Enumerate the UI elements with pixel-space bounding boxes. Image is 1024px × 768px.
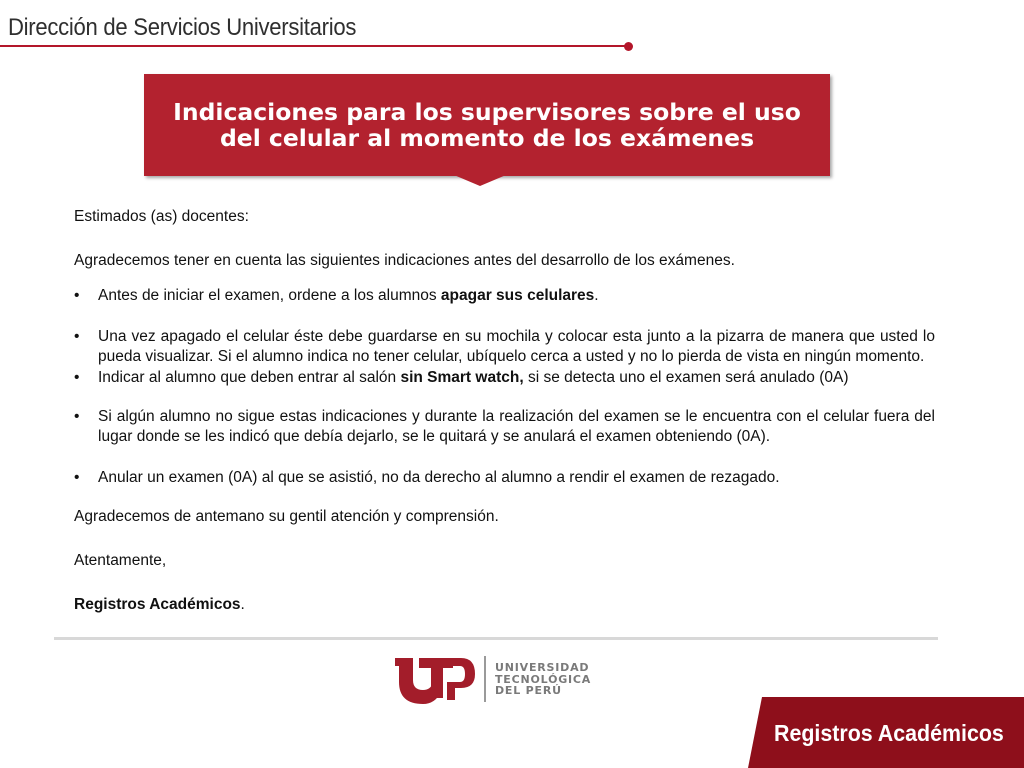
bullet-text: Anular un examen (0A) al que se asistió, no da derecho al alumno a rendir el examen de rezagado. [98, 469, 780, 486]
bullet-dot: • [74, 469, 80, 486]
header-divider-dot [624, 42, 633, 51]
document-body [74, 207, 935, 615]
bullet-text-end: si se detecta uno el examen será anulado (0A) [523, 369, 849, 386]
signature-name: Registros Académicos [74, 596, 241, 613]
page-title: Dirección de Servicios Universitarios [8, 14, 357, 41]
footer-divider [54, 637, 938, 640]
bullet-bold-text: apagar sus celulares [440, 287, 595, 304]
footer-tab-label: Registros Académicos [774, 720, 1004, 746]
closing: Atentamente, [74, 552, 167, 569]
bullet-dot: • [74, 287, 80, 304]
list-item [74, 368, 935, 388]
list-item [74, 327, 935, 367]
list-item [74, 468, 935, 488]
greeting: Estimados (as) docentes: [74, 208, 249, 225]
utp-logo-icon [393, 652, 493, 706]
banner-arrow [454, 175, 506, 186]
banner-title: Indicaciones para los supervisores sobre el uso del celular al momento de los exámenes [173, 98, 801, 152]
signature [74, 595, 935, 615]
bullet-dot: • [74, 369, 80, 386]
bullet-dot: • [74, 408, 80, 425]
bullet-text: Si algún alumno no sigue estas indicaciones y durante la realización del examen se le encuentra con el celular fuera del lugar donde se les indicó que debía dejarlo, se le quitará y se anulará el examen obteniendo (0A). [98, 408, 935, 445]
list-item [74, 407, 935, 447]
logo-line-3: DEL PERÚ [495, 684, 562, 697]
header-divider [0, 45, 628, 47]
bullet-text: Indicar al alumno que deben entrar al salón [98, 369, 401, 386]
logo-line-2: TECNOLÓGICA [495, 672, 592, 686]
logo-line-1: UNIVERSIDAD [495, 661, 590, 674]
logo-wordmark [495, 662, 591, 697]
list-item [74, 286, 935, 306]
bullet-dot: • [74, 328, 80, 345]
bullet-bold-text: sin Smart watch, [400, 369, 524, 386]
thanks-paragraph: Agradecemos de antemano su gentil atención y comprensión. [74, 508, 499, 525]
bullet-text: Una vez apagado el celular éste debe guardarse en su mochila y colocar esta junto a la pizarra de manera que usted lo pueda visualizar. Si el alumno indica no tener celular, ubíquelo cerca a usted y no lo pierda de vista en ningún momento. [98, 328, 935, 365]
university-logo [393, 652, 603, 706]
bullet-text: Antes de iniciar el examen, ordene a los alumnos [98, 287, 441, 304]
title-banner [144, 74, 830, 176]
bullet-text-end: . [594, 287, 599, 304]
intro-paragraph: Agradecemos tener en cuenta las siguientes indicaciones antes del desarrollo de los exámenes. [74, 252, 735, 269]
signature-period: . [240, 596, 245, 613]
